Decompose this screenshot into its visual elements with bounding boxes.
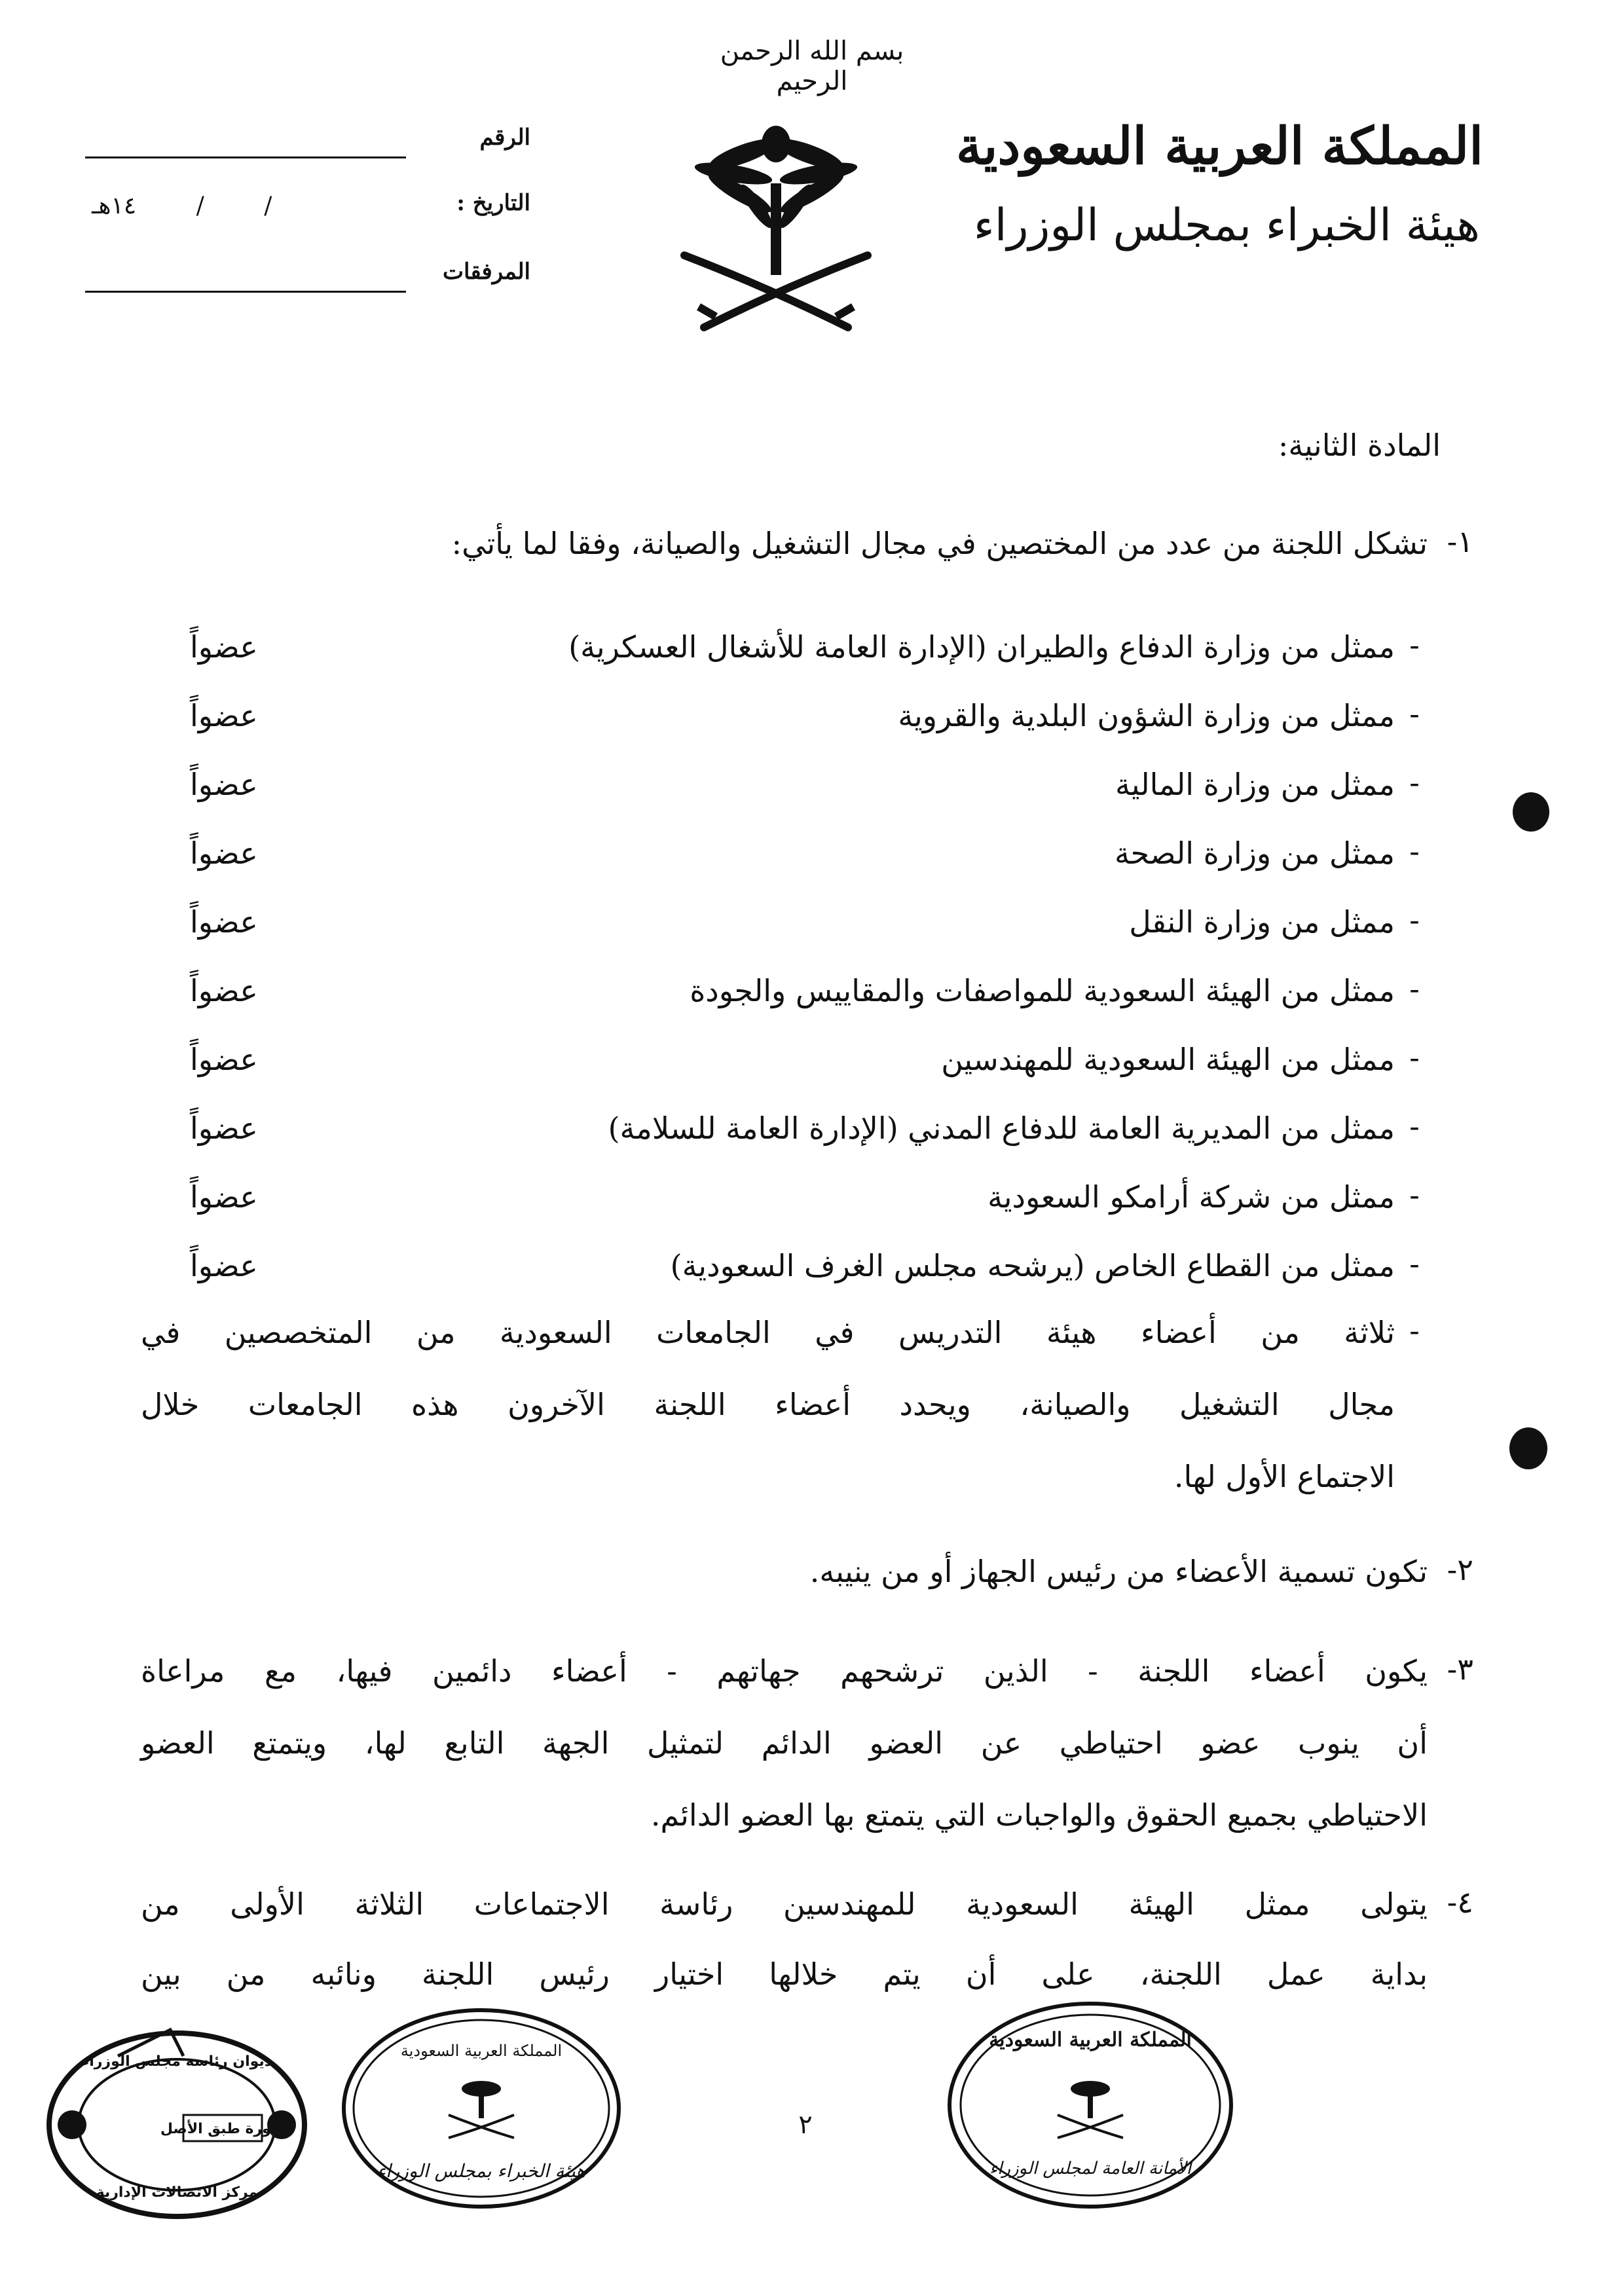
seal-text: المملكة العربية السعودية bbox=[400, 2042, 563, 2060]
member-text: ممثل من وزارة المالية bbox=[1115, 767, 1395, 802]
bullet-dash: - bbox=[1409, 1246, 1420, 1281]
page-number: ٢ bbox=[798, 2110, 813, 2140]
saudi-emblem-icon bbox=[671, 118, 881, 340]
seal-text: ديوان رئاسة مجلس الوزراء bbox=[81, 2053, 272, 2070]
item-4-line: بداية عمل اللجنة، على أن يتم خلالها اختيار رئيس اللجنة ونائبه من بين bbox=[141, 1956, 1428, 1992]
bullet-dash: - bbox=[1409, 971, 1420, 1006]
academics-line: الاجتماع الأول لها. bbox=[1173, 1459, 1395, 1494]
member-text: ممثل من وزارة الصحة bbox=[1114, 835, 1395, 871]
agency-title: هيئة الخبراء بمجلس الوزراء bbox=[973, 200, 1480, 251]
member-text: ممثل من المديرية العامة للدفاع المدني (الإدارة العامة للسلامة) bbox=[608, 1111, 1395, 1146]
basmala: بسم الله الرحمن الرحيم bbox=[720, 36, 904, 96]
left-seal bbox=[39, 2017, 314, 2233]
punch-hole bbox=[1513, 792, 1549, 832]
bullet-dash: - bbox=[1409, 1177, 1420, 1213]
academics-line: ثلاثة من أعضاء هيئة التدريس في الجامعات السعودية من المتخصصين في bbox=[141, 1315, 1395, 1350]
member-role: عضواً bbox=[190, 1179, 258, 1215]
bullet-dash: - bbox=[1409, 834, 1420, 869]
article-heading: المادة الثانية: bbox=[1278, 428, 1441, 463]
member-role: عضواً bbox=[190, 973, 258, 1008]
seal-text: هيئة الخبراء بمجلس الوزراء bbox=[377, 2160, 586, 2182]
right-seal bbox=[943, 1997, 1238, 2213]
member-text: ممثل من القطاع الخاص (يرشحه مجلس الغرف السعودية) bbox=[670, 1248, 1395, 1283]
bullet-dash: - bbox=[1409, 1040, 1420, 1075]
member-role: عضواً bbox=[190, 629, 258, 665]
item-1-text: تشكل اللجنة من عدد من المختصين في مجال التشغيل والصيانة، وفقا لما يأتي: bbox=[451, 526, 1428, 561]
reference-number-label: الرقم bbox=[479, 124, 530, 151]
member-role: عضواً bbox=[190, 1042, 258, 1077]
member-text: ممثل من وزارة النقل bbox=[1129, 904, 1395, 940]
reference-number-field bbox=[85, 124, 530, 170]
seal-text: الأمانة العامة لمجلس الوزراء bbox=[989, 2159, 1191, 2178]
bullet-dash: - bbox=[1409, 765, 1420, 800]
member-role: عضواً bbox=[190, 835, 258, 871]
seal-text: صورة طبق الأصل bbox=[160, 2121, 286, 2137]
date-field bbox=[85, 190, 530, 236]
member-text: ممثل من الهيئة السعودية للمواصفات والمقاييس والجودة bbox=[690, 973, 1395, 1008]
member-text: ممثل من وزارة الشؤون البلدية والقروية bbox=[898, 698, 1395, 733]
member-role: عضواً bbox=[190, 1248, 258, 1283]
member-text: ممثل من وزارة الدفاع والطيران (الإدارة العامة للأشغال العسكرية) bbox=[568, 629, 1395, 665]
bullet-dash: - bbox=[1409, 1109, 1420, 1144]
academics-line: مجال التشغيل والصيانة، ويحدد أعضاء اللجنة الآخرون هذه الجامعات خلال bbox=[141, 1387, 1395, 1422]
date-label: التاريخ : bbox=[456, 190, 530, 216]
middle-seal bbox=[337, 2004, 625, 2213]
member-role: عضواً bbox=[190, 767, 258, 802]
member-role: عضواً bbox=[190, 1111, 258, 1146]
attachments-line bbox=[85, 291, 406, 293]
bullet-dash: - bbox=[1409, 696, 1420, 731]
bullet-dash: - bbox=[1409, 627, 1420, 663]
punch-hole bbox=[1509, 1427, 1547, 1469]
seal-text: المملكة العربية السعودية bbox=[989, 2029, 1192, 2051]
member-role: عضواً bbox=[190, 904, 258, 940]
item-3-number: ٣- bbox=[1447, 1651, 1473, 1687]
seal-text: مركز الاتصالات الإدارية bbox=[96, 2184, 258, 2201]
item-4-number: ٤- bbox=[1447, 1884, 1473, 1920]
item-2-number: ٢- bbox=[1447, 1552, 1473, 1587]
member-role: عضواً bbox=[190, 698, 258, 733]
item-4-line: يتولى ممثل الهيئة السعودية للمهندسين رئاسة الاجتماعات الثلاثة الأولى من bbox=[141, 1886, 1428, 1922]
attachments-label: المرفقات bbox=[442, 259, 530, 285]
item-3-line: يكون أعضاء اللجنة - الذين ترشحهم جهاتهم - أعضاء دائمين فيها، مع مراعاة bbox=[141, 1653, 1428, 1689]
reference-number-line bbox=[85, 156, 406, 158]
item-1-number: ١- bbox=[1447, 524, 1473, 559]
member-text: ممثل من شركة أرامكو السعودية bbox=[987, 1179, 1395, 1215]
attachments-field bbox=[85, 259, 530, 304]
item-2-text: تكون تسمية الأعضاء من رئيس الجهاز أو من ينيبه. bbox=[809, 1554, 1428, 1589]
item-3-line: الاحتياطي بجميع الحقوق والواجبات التي يتمتع بها العضو الدائم. bbox=[650, 1797, 1428, 1833]
bullet-dash: - bbox=[1409, 902, 1420, 938]
date-value: / / ١٤هـ bbox=[92, 193, 272, 219]
bullet-dash: - bbox=[1409, 1313, 1420, 1348]
member-text: ممثل من الهيئة السعودية للمهندسين bbox=[941, 1042, 1395, 1077]
kingdom-title: المملكة العربية السعودية bbox=[955, 117, 1483, 176]
item-3-line: أن ينوب عضو احتياطي عن العضو الدائم لتمثيل الجهة التابع لها، ويتمتع العضو bbox=[141, 1725, 1428, 1761]
